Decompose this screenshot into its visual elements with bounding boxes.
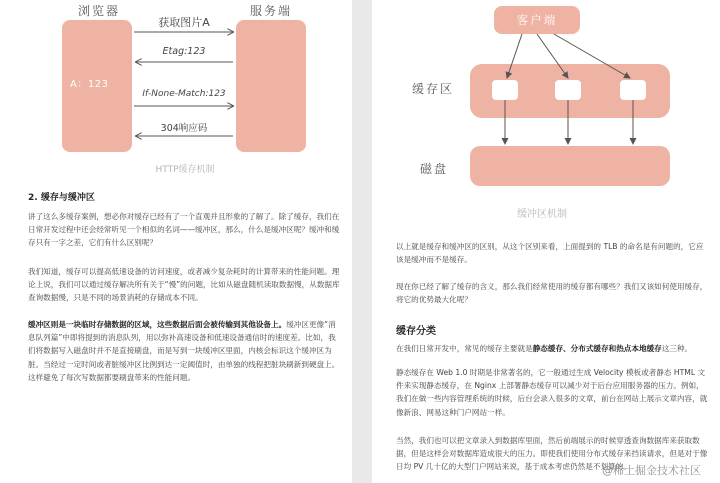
left-page — [0, 0, 352, 483]
client-label: 客户端 — [516, 13, 558, 27]
buffer-arrows — [372, 0, 720, 232]
left-paragraph-3 — [28, 318, 342, 384]
watermark: @稀土掘金技术社区 — [602, 464, 701, 477]
http-cache-figure — [0, 0, 352, 180]
cache-value: A：123 — [70, 79, 109, 90]
server-label: 服务端 — [250, 4, 293, 18]
left-paragraph-1: 讲了这么多缓存案例，想必你对缓存已经有了一个直观并且形象的了解了。除了缓存，我们在日常开发过程中还会经常听见一个相似的名词——缓冲区，那么，什么是缓冲区呢？缓冲和缓存只有一字之差，它们有什么区别呢？ — [28, 212, 340, 248]
right-paragraph-3 — [396, 342, 708, 355]
cache-types-intro: 在我们日常开发中，常见的缓存主要就是 — [396, 344, 533, 353]
buffer-figure-caption: 缓冲区机制 — [517, 209, 567, 220]
buffer-figure — [372, 0, 720, 232]
right-paragraph-5: 当然，我们也可以把文章录入到数据库里面，然后前端展示的时候穿透查询数据库来获取数据，但是这样会对数据库造成很大的压力。即使我们使用分布式缓存来挡读请求，但是对于像日均 PV 几十亿的大型门户网站来说，基于成本考虑仍然是不划算的。 — [396, 436, 708, 472]
buffer-definition-rest: 缓冲区更像“消息队列篇”中即将提到的消息队列，用以弥补高速设备和低速设备通信时的速度差。比如，我们将数据写入磁盘时并不是直接刷盘，而是写到一块缓冲区里面，内核会标识这个缓冲区为脏。当经过一定时间或者脏缓冲区比例到达一定阈值时，由单独的线程把脏块刷新到硬盘上。这样避免了每次写数据都要刷盘带来的性能问题。 — [28, 320, 340, 382]
disk-label: 磁盘 — [420, 162, 449, 176]
arrow-label-304: 304响应码 — [160, 123, 208, 134]
right-paragraph-4: 静态缓存在 Web 1.0 时期是非常著名的，它一般通过生成 Velocity 模板或者静态 HTML 文件来实现静态缓存，在 Nginx 上部署静态缓存可以减少对于后台应用服务器的压力。例如，我们在做一些内容管理系统的时候，后台会录入很多的文章，前台在网站上展示文章内容，就像新浪、网易这种门户网站一样。 — [396, 368, 708, 417]
arrow-label-if-none-match: If-None-Match:123 — [142, 89, 226, 99]
arrow-client-slot-3 — [554, 34, 630, 78]
right-page — [372, 0, 720, 483]
arrow-client-slot-2 — [537, 34, 568, 78]
http-figure-caption: HTTP缓存机制 — [155, 165, 215, 175]
arrow-label-etag: Etag:123 — [162, 46, 206, 57]
cache-types-end: 这三种。 — [661, 344, 693, 353]
right-paragraph-1: 以上就是缓存和缓冲区的区别，从这个区别来看，上面提到的 TLB 的命名是有问题的，它应该是缓冲而不是缓存。 — [396, 242, 704, 265]
left-paragraph-2: 我们知道，缓存可以提高低速设备的访问速度，或者减少复杂耗时的计算带来的性能问题。理论上说，我们可以通过缓存解决所有关于“慢”的问题，比如从磁盘随机读取数据慢，从数据库查询数据慢，只是不同的场景消耗的存储成本不同。 — [28, 267, 340, 303]
buffer-label: 缓存区 — [412, 82, 455, 96]
arrow-client-slot-1 — [507, 34, 522, 78]
right-paragraph-2: 现在你已经了解了缓存的含义，那么我们经常使用的缓存都有哪些？我们又该如何使用缓存，将它的优势最大化呢？ — [396, 282, 708, 305]
section-heading-cache-buffer: 2. 缓存与缓冲区 — [28, 193, 95, 203]
browser-label: 浏览器 — [78, 4, 121, 18]
arrow-label-request: 获取图片A — [158, 16, 210, 29]
cache-types-bold: 静态缓存、分布式缓存和热点本地缓存 — [532, 344, 662, 353]
section-heading-cache-types: 缓存分类 — [396, 326, 436, 337]
buffer-definition-bold: 缓冲区则是一块临时存储数据的区域，这些数据后面会被传输到其他设备上。 — [28, 320, 287, 329]
